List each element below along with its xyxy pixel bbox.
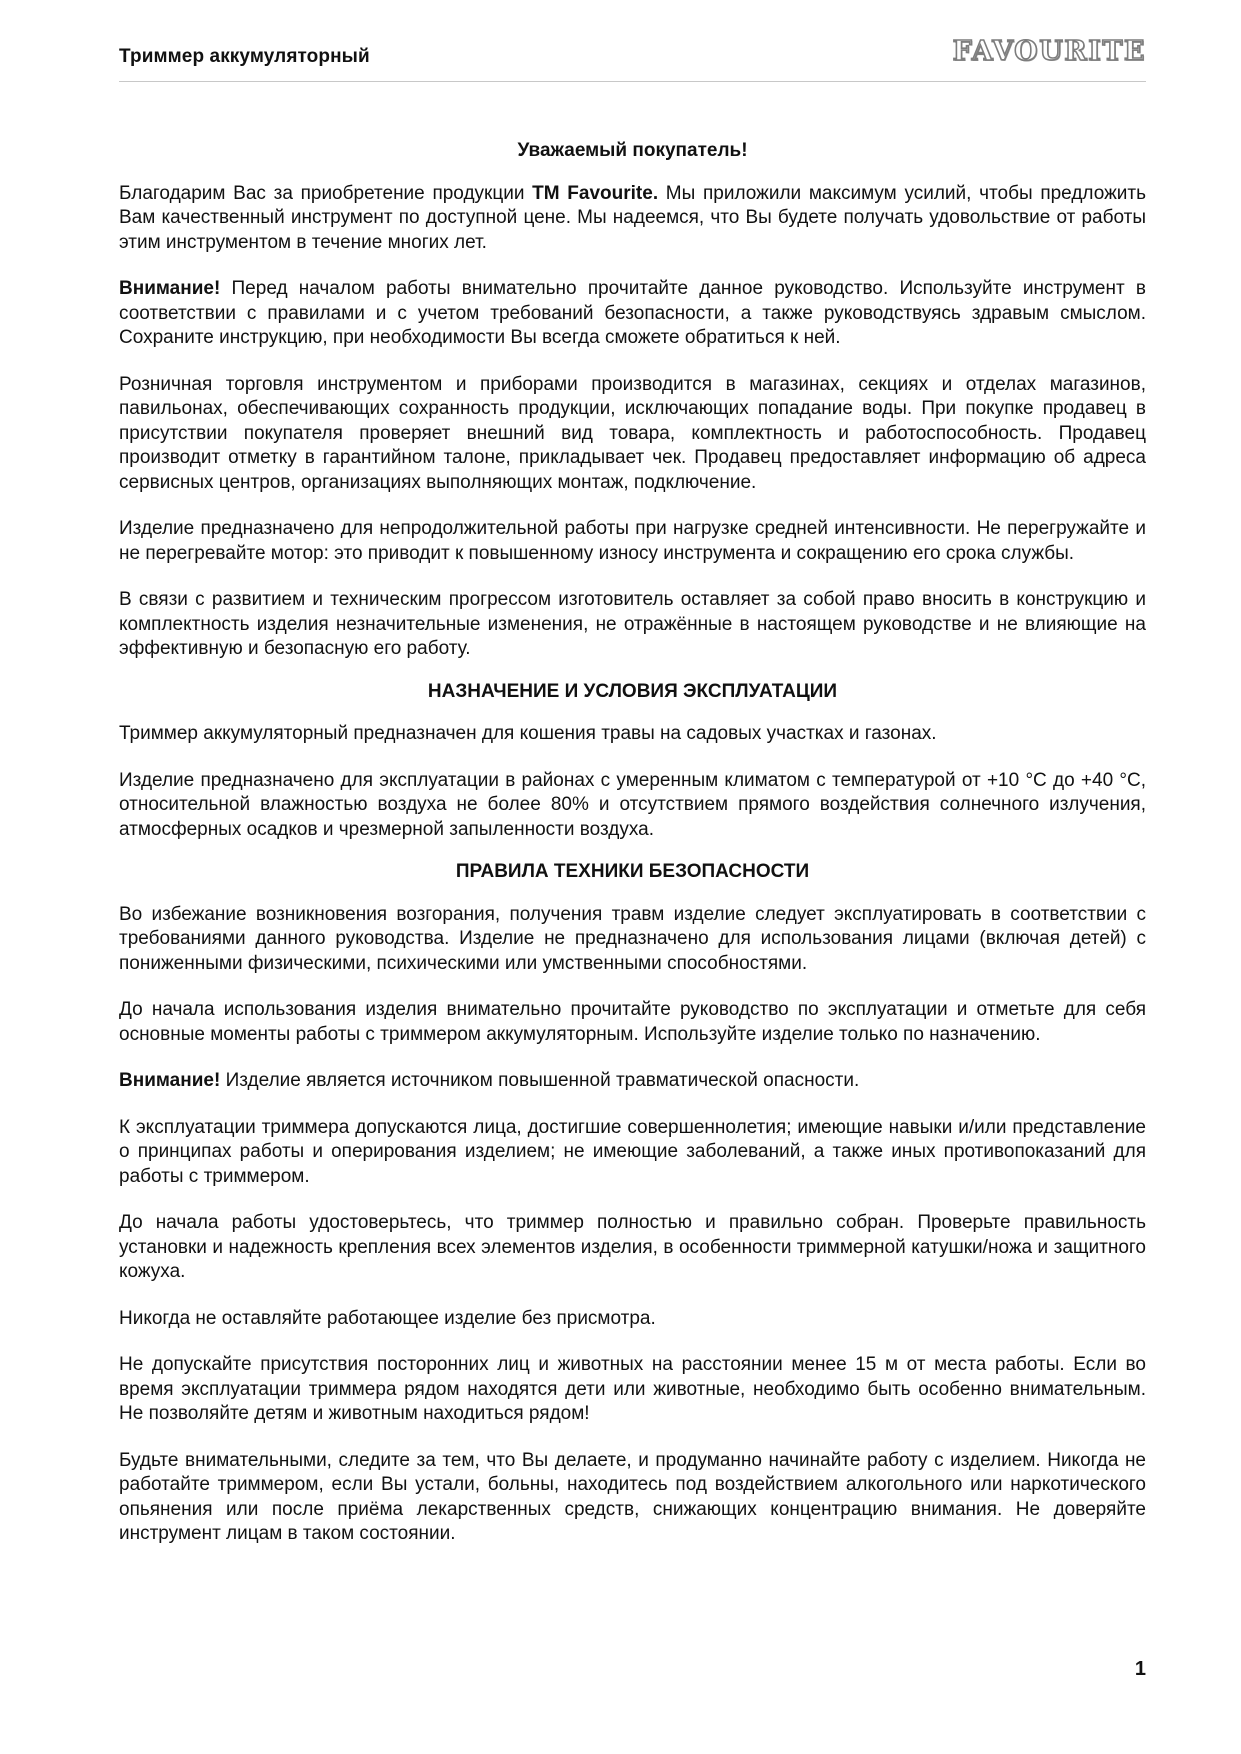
- section-heading-purpose: НАЗНАЧЕНИЕ И УСЛОВИЯ ЭКСПЛУАТАЦИИ: [427, 680, 838, 702]
- header-title: Триммер аккумуляторный: [119, 46, 370, 67]
- document-body: [119, 139, 1146, 1569]
- page-header: [119, 36, 1146, 82]
- safety-paragraph-6: Не допускайте присутствия посторонних лиц и животных на расстоянии менее 15 м от места работы. Если во время эксплуатации триммера рядом находятся дети или животные, необходимо быть особенно внимательным. Не позволяйте детям и животным находиться рядом!: [119, 1354, 1146, 1424]
- attention-text-2: Изделие является источником повышенной травматической опасности.: [220, 1070, 860, 1091]
- usage-paragraph: Изделие предназначено для непродолжительной работы при нагрузке средней интенсивности. Не перегружайте и не перегревайте мотор: это приводит к повышенному износу инструмента и сокращению его срока службы.: [119, 518, 1146, 564]
- brand-logo: FAVOURITE: [952, 36, 1146, 67]
- safety-paragraph-4: До начала работы удостоверьтесь, что триммер полностью и правильно собран. Проверьте правильность установки и надежность крепления всех элементов изделия, в особенности триммерной катушки/ножа и защитного кожуха.: [119, 1212, 1146, 1282]
- brand-mention: ТМ Favourite.: [532, 182, 659, 204]
- attention-label-2: Внимание!: [119, 1070, 221, 1091]
- safety-paragraph-3: К эксплуатации триммера допускаются лица, достигшие совершеннолетия; имеющие навыки и/или представление о принципах работы и оперирования изделием; не имеющие заболеваний, а также иных противопоказаний для работы с триммером.: [119, 1116, 1146, 1187]
- intro-text-end: Мы приложили максимум усилий, чтобы предложить Вам качественный инструмент по доступной цене. Мы надеемся, что Вы будете получать удовольствие от работы этим инструментом в течение многих лет.: [119, 182, 1146, 253]
- safety-paragraph-7: Будьте внимательными, следите за тем, что Вы делаете, и продуманно начинайте работу с изделием. Никогда не работайте триммером, если Вы устали, больны, находитесь под воздействием алкогольного или наркотического опьянения или после приёма лекарственных средств, снижающих концентрацию внимания. Не доверяйте инструмент лицам в таком состоянии.: [119, 1449, 1146, 1544]
- attention-label-1: Внимание!: [119, 278, 221, 299]
- changes-paragraph: В связи с развитием и техническим прогрессом изготовитель оставляет за собой право вносить в конструкцию и комплектность изделия незначительные изменения, не отражённые в настоящем руководстве и не влияющие на эффективную и безопасную его работу.: [119, 589, 1146, 659]
- safety-paragraph-2: До начала использования изделия внимательно прочитайте руководство по эксплуатации и отметьте для себя основные моменты работы с триммером аккумуляторным. Используйте изделие только по назначению.: [119, 999, 1146, 1045]
- page-number: 1: [1134, 1658, 1146, 1680]
- attention-text-1: Перед началом работы внимательно прочитайте данное руководство. Используйте инструмент в соответствии с правилами и с учетом требований безопасности, а также руководствуясь здравым смыслом. Сохраните инструкцию, при необходимости Вы всегда сможете обратиться к ней.: [119, 278, 1146, 348]
- greeting-heading: Уважаемый покупатель!: [517, 140, 748, 161]
- purpose-paragraph: Триммер аккумуляторный предназначен для кошения травы на садовых участках и газонах.: [119, 723, 937, 744]
- intro-paragraph: [119, 182, 1146, 256]
- safety-paragraph-5: Никогда не оставляйте работающее изделие без присмотра.: [119, 1307, 656, 1329]
- intro-text-start: Благодарим Вас за приобретение продукции: [119, 182, 533, 204]
- attention-paragraph-1: [119, 277, 1146, 351]
- retail-paragraph: Розничная торговля инструментом и приборами производится в магазинах, секциях и отделах магазинов, павильонах, обеспечивающих сохранность продукции, исключающих попадание воды. При покупке продавец в присутствии покупателя проверяет внешний вид товара, комплектность и работоспособность. Продавец производит отметку в гарантийном талоне, прикладывает чек. Продавец предоставляет информацию об адреса сервисных центров, организациях выполняющих монтаж, подключение.: [119, 373, 1146, 493]
- safety-paragraph-1: Во избежание возникновения возгорания, получения травм изделие следует эксплуатировать в соответствии с требованиями данного руководства. Изделие не предназначено для использования лицами (включая детей) с пониженными физическими, психическими или умственными способностями.: [119, 903, 1146, 974]
- attention-paragraph-2: [119, 1069, 1146, 1094]
- climate-paragraph: Изделие предназначено для эксплуатации в районах с умеренным климатом с температурой от +10 °С до +40 °С, относительной влажностью воздуха не более 80% и отсутствием прямого воздействия солнечного излучения, атмосферных осадков и чрезмерной запыленности воздуха.: [119, 769, 1146, 840]
- section-heading-safety: ПРАВИЛА ТЕХНИКИ БЕЗОПАСНОСТИ: [455, 861, 810, 882]
